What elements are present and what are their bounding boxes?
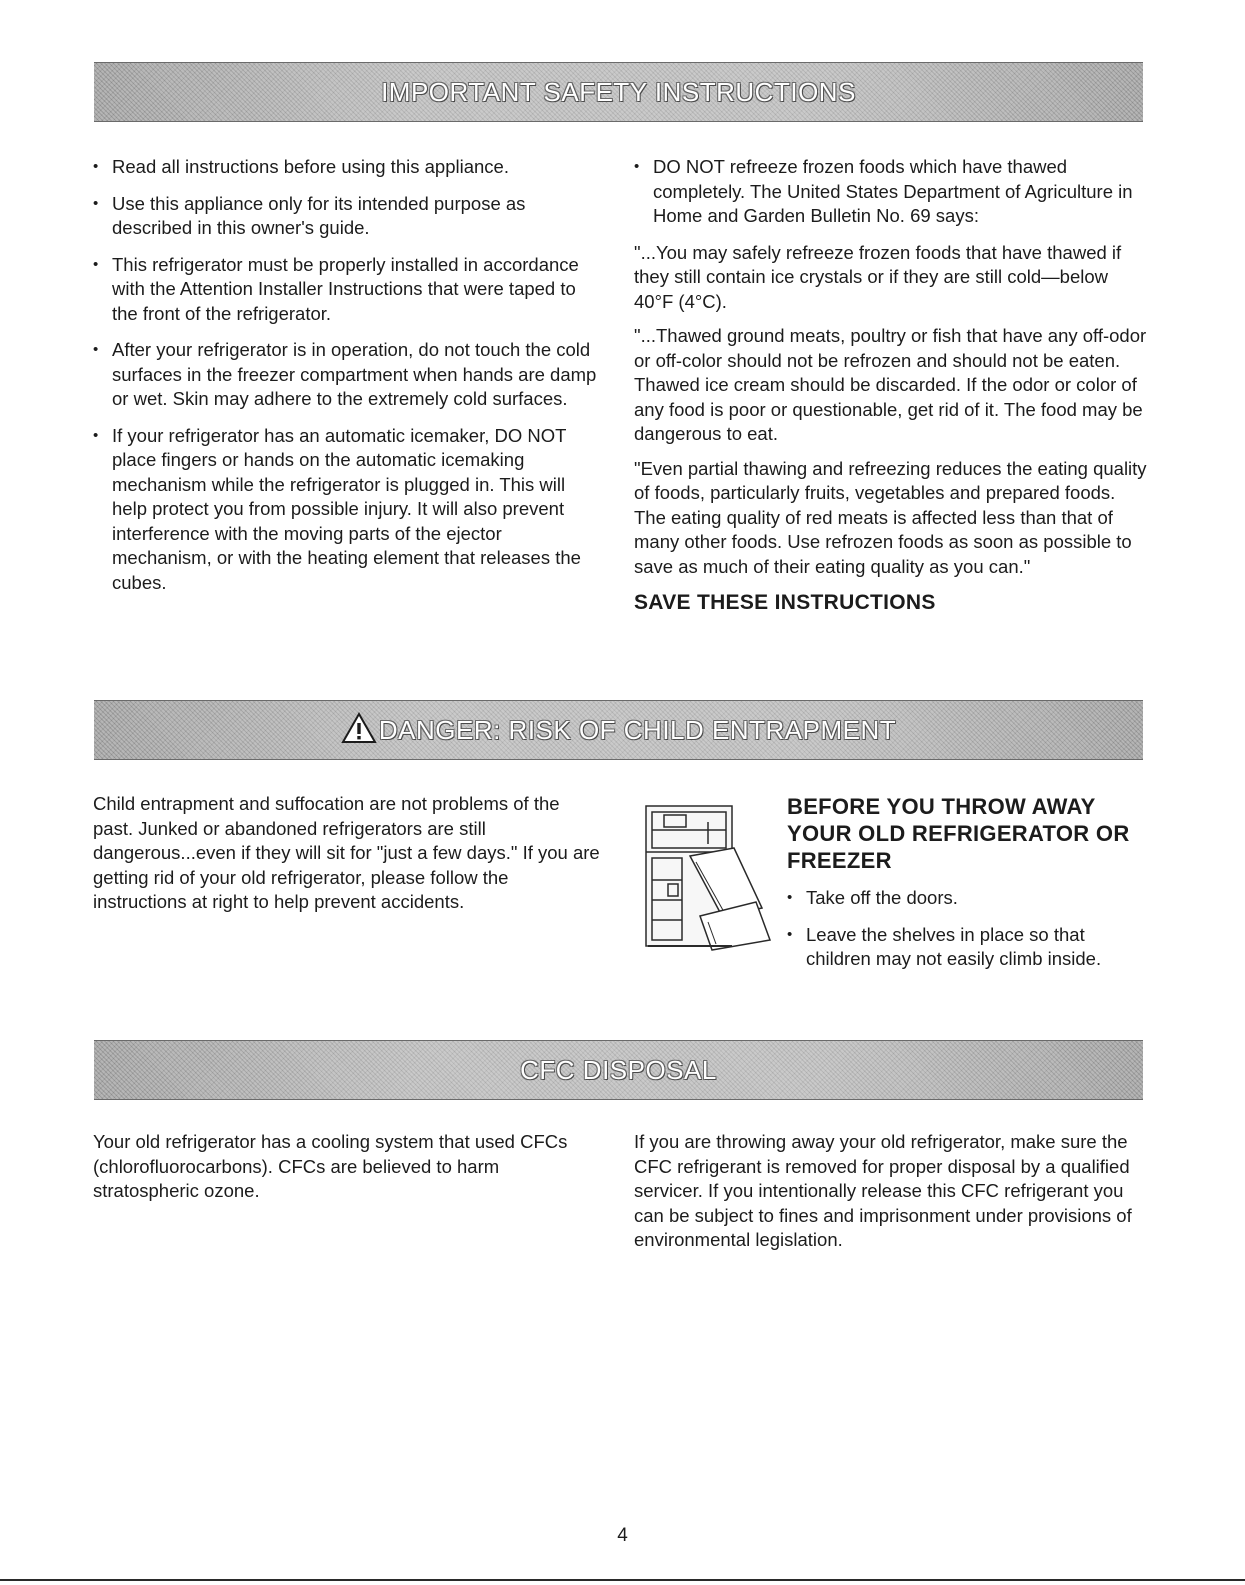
list-item: • Leave the shelves in place so that children may not easily climb inside. <box>787 923 1137 972</box>
refrigerator-illustration <box>638 800 774 952</box>
usda-quote-1: "...You may safely refreeze frozen foods that have thawed if they still contain ice crystals or if they are still cold—below 40°F (4°C). <box>634 241 1122 312</box>
danger-text: Child entrapment and suffocation are not problems of the past. Junked or abandoned refrigerators are still dangerous...even if they will sit for "just a few days." If you are getting rid of your old refrigerator, please follow the instructions at right to help prevent accidents. <box>93 793 600 912</box>
list-item: • Read all instructions before using this appliance. <box>93 155 605 180</box>
danger-banner <box>94 700 1143 760</box>
safety-left-column <box>93 155 605 607</box>
cfc-left-column <box>93 1130 603 1214</box>
list-item: • DO NOT refreeze frozen foods which have thawed completely. The United States Department of Agriculture in Home and Garden Bulletin No. 69 says: <box>634 155 1149 229</box>
warning-icon <box>341 712 377 749</box>
usda-quote-3: "Even partial thawing and refreezing reduces the eating quality of foods, particularly fruits, vegetables and prepared foods. The eating quality of red meats is affected less than that of many other foods. Use refrozen foods as soon as possible to save as much of their eating quality as you can." <box>634 457 1147 577</box>
cfc-right-column <box>634 1130 1146 1263</box>
list-item: • Use this appliance only for its intended purpose as described in this owner's guide. <box>93 192 605 241</box>
safety-banner <box>94 62 1143 122</box>
safety-left-list <box>93 155 605 595</box>
safety-banner-title: IMPORTANT SAFETY INSTRUCTIONS <box>381 76 856 107</box>
danger-paragraph <box>93 792 603 925</box>
cfc-banner <box>94 1040 1143 1100</box>
usda-quote-2: "...Thawed ground meats, poultry or fish that have any off-odor or off-color should not be refrozen and should not be eaten. Thawed ice cream should be discarded. If the odor or color of any food is poor or questionable, get rid of it. The food may be dangerous to eat. <box>634 325 1147 444</box>
list-item: • This refrigerator must be properly installed in accordance with the Attention Installer Instructions that were taped to the front of the refrigerator. <box>93 253 605 327</box>
cfc-right-text: If you are throwing away your old refrigerator, make sure the CFC refrigerant is removed for proper disposal by a qualified servicer. If you intentionally release this CFC refrigerant you can be subject to fines and imprisonment under provisions of environmental legislation. <box>634 1131 1132 1250</box>
danger-banner-title: DANGER: RISK OF CHILD ENTRAPMENT <box>378 714 897 745</box>
safety-right-list <box>634 155 1149 229</box>
cfc-banner-title: CFC DISPOSAL <box>520 1054 717 1085</box>
save-instructions-heading: SAVE THESE INSTRUCTIONS <box>634 591 936 614</box>
cfc-left-text: Your old refrigerator has a cooling system that used CFCs (chlorofluorocarbons). CFCs are believed to harm stratospheric ozone. <box>93 1131 568 1201</box>
list-item: • If your refrigerator has an automatic icemaker, DO NOT place fingers or hands on the automatic icemaking mechanism while the refrigerator is plugged in. This will help protect you from possible injury. It will also prevent interference with the moving parts of the ejector mechanism, or with the heating element that releases the cubes. <box>93 424 605 596</box>
list-item: • Take off the doors. <box>787 886 1137 911</box>
throw-away-list <box>787 886 1137 972</box>
page-number: 4 <box>617 1525 628 1546</box>
page-bottom-rule <box>0 1579 1245 1581</box>
list-item: • After your refrigerator is in operation, do not touch the cold surfaces in the freezer compartment when hands are damp or wet. Skin may adhere to the extremely cold surfaces. <box>93 338 605 412</box>
throw-away-instructions <box>787 793 1137 984</box>
throw-away-heading: BEFORE YOU THROW AWAY YOUR OLD REFRIGERATOR OR FREEZER <box>787 794 1130 873</box>
safety-right-column <box>634 155 1149 616</box>
